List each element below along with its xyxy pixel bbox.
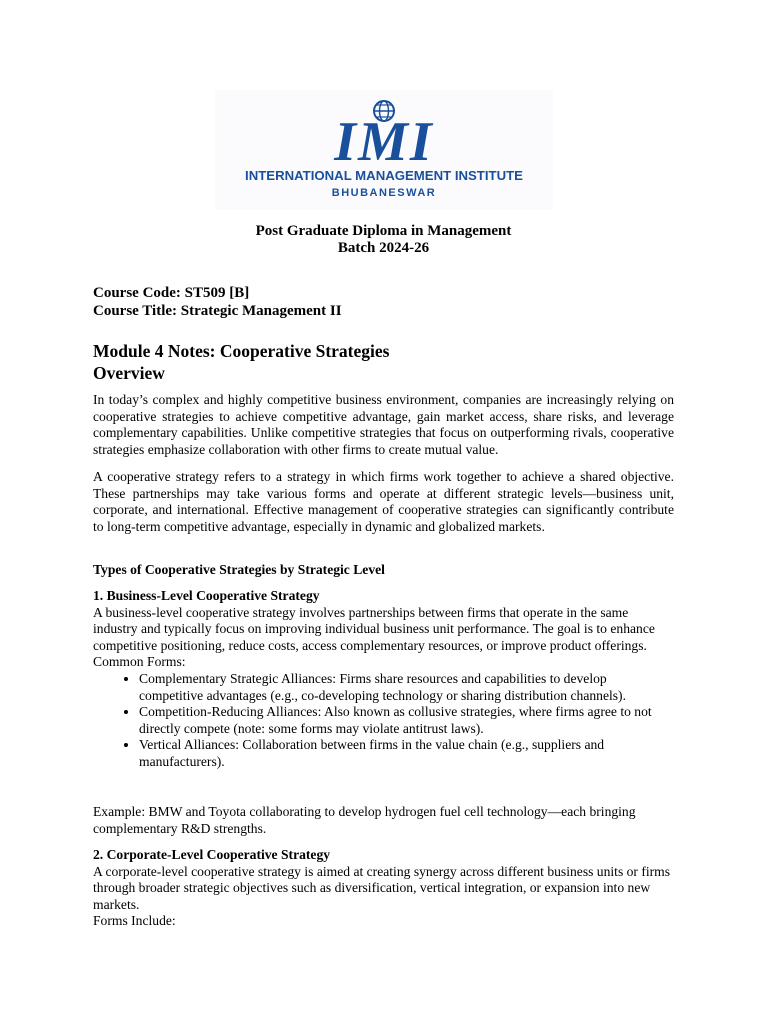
list-item: • Vertical Alliances: Collaboration between firms in the value chain (e.g., suppliers and manufacturers). bbox=[139, 737, 674, 770]
corporate-level-paragraph: A corporate-level cooperative strategy is aimed at creating synergy across different business units or firms through broader strategic objectives such as diversification, vertical integration, or expansion into new markets. bbox=[93, 863, 671, 912]
logo-mark: IMI bbox=[334, 111, 434, 173]
module-title: Module 4 Notes: Cooperative Strategies bbox=[93, 341, 390, 361]
corporate-level-section bbox=[93, 847, 674, 930]
overview-paragraph-2: A cooperative strategy refers to a strategy in which firms work together to achieve a shared objective. These partnerships may take various forms and operate at different strategic levels—business unit, corporate, and international. Effective management of cooperative strategies can significantly contribute to long-term competitive advantage, especially in dynamic and globalized markets. bbox=[93, 469, 674, 534]
logo-campus: BHUBANESWAR bbox=[331, 187, 437, 199]
batch-label: Batch 2024-26 bbox=[337, 240, 430, 256]
program-header bbox=[93, 223, 674, 257]
course-info bbox=[93, 284, 674, 320]
business-level-paragraph: A business-level cooperative strategy involves partnerships between firms that operate in the same industry and typically focus on improving individual business unit performance. The goal is to enhance competitive positioning, reduce costs, access complementary resources, or improve product offerings. bbox=[93, 604, 655, 653]
common-forms-label: Common Forms: bbox=[93, 654, 186, 670]
course-code: Course Code: ST509 [B] bbox=[93, 285, 250, 301]
program-name: Post Graduate Diploma in Management bbox=[255, 223, 512, 239]
business-example: Example: BMW and Toyota collaborating to develop hydrogen fuel cell technology—each bringing complementary R&D strengths. bbox=[93, 804, 636, 836]
corporate-level-heading: 2. Corporate-Level Cooperative Strategy bbox=[93, 847, 331, 862]
module-heading bbox=[93, 340, 674, 384]
list-item: • Complementary Strategic Alliances: Firms share resources and capabilities to develop competitive advantages (e.g., co-developing technology or sharing distribution channels). bbox=[139, 671, 674, 704]
common-forms-list bbox=[93, 671, 674, 771]
logo-name: INTERNATIONAL MANAGEMENT INSTITUTE bbox=[245, 168, 523, 183]
overview-paragraph-1: In today’s complex and highly competitive business environment, companies are increasingly relying on cooperative strategies to achieve competitive advantage, gain market access, share risks, and leverage complementary capabilities. Unlike competitive strategies that focus on outperforming rivals, cooperative strategies emphasize collaboration with other firms to create mutual value. bbox=[93, 392, 674, 457]
overview-heading: Overview bbox=[93, 363, 165, 383]
imi-logo bbox=[215, 90, 553, 210]
business-level-section bbox=[93, 588, 674, 771]
course-title: Course Title: Strategic Management II bbox=[93, 303, 342, 319]
list-item: • Competition-Reducing Alliances: Also known as collusive strategies, where firms agree to not directly compete (note: some forms may violate antitrust laws). bbox=[139, 704, 674, 737]
business-level-heading: 1. Business-Level Cooperative Strategy bbox=[93, 588, 320, 603]
forms-include-label: Forms Include: bbox=[93, 913, 176, 929]
types-heading: Types of Cooperative Strategies by Strategic Level bbox=[93, 562, 385, 577]
imi-logo-graphic bbox=[215, 90, 553, 210]
